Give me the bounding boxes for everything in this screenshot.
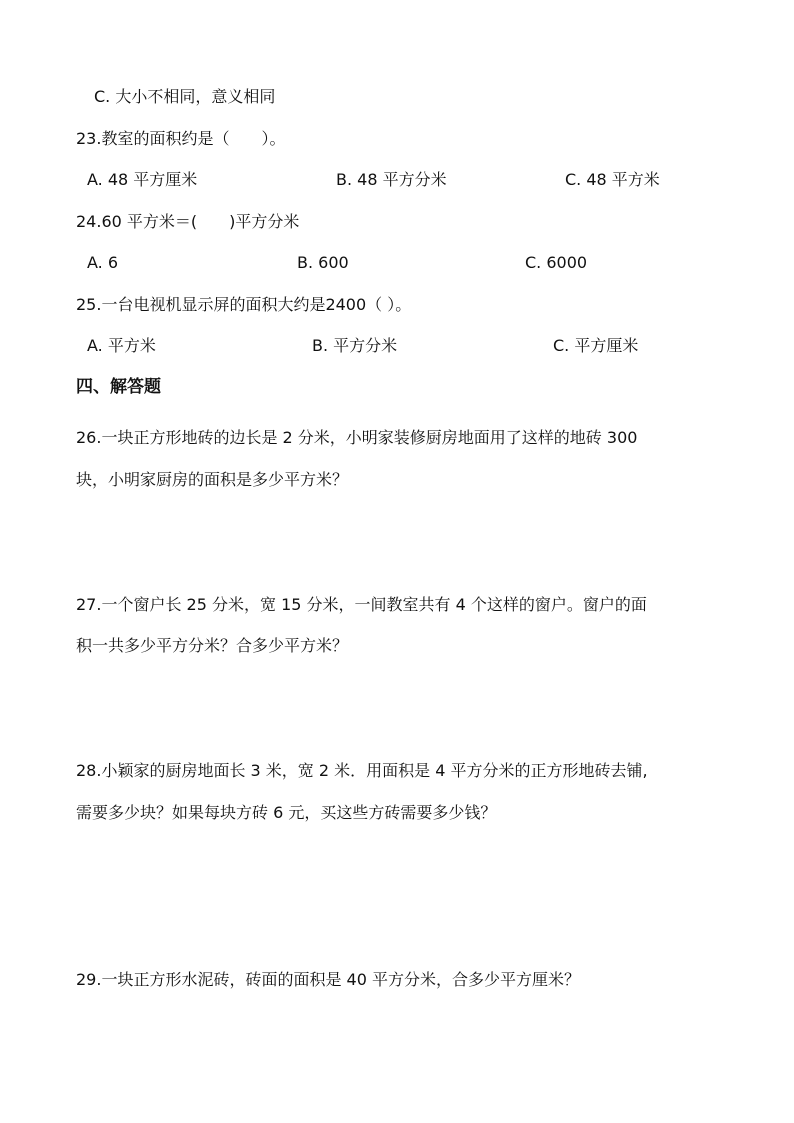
question-28-line-1: 28.小颖家的厨房地面长 3 米，宽 2 米．用面积是 4 平方分米的正方形地砖去铺,	[76, 761, 648, 780]
q25-option-c: C. 平方厘米	[553, 336, 639, 355]
q23-option-b: B. 48 平方分米	[336, 170, 447, 189]
question-26-line-1: 26.一块正方形地砖的边长是 2 分米，小明家装修厨房地面用了这样的地砖 300	[76, 428, 638, 447]
q23-option-a: A. 48 平方厘米	[87, 170, 198, 189]
section-heading: 四、解答题	[76, 377, 161, 397]
question-27-line-2: 积一共多少平方分米？合多少平方米？	[76, 636, 349, 655]
q24-option-a: A. 6	[87, 253, 119, 272]
question-25: 25.一台电视机显示屏的面积大约是2400（ ）。	[76, 295, 412, 314]
question-24: 24.60 平方米＝( )平方分米	[76, 212, 300, 231]
question-27-line-1: 27.一个窗户长 25 分米，宽 15 分米，一间教室共有 4 个这样的窗户。窗户的面	[76, 595, 647, 614]
q25-option-b: B. 平方分米	[312, 336, 398, 355]
q23-option-c: C. 48 平方米	[565, 170, 660, 189]
q25-option-a: A. 平方米	[87, 336, 156, 355]
question-29: 29.一块正方形水泥砖，砖面的面积是 40 平方分米，合多少平方厘米？	[76, 970, 580, 989]
q24-option-c: C. 6000	[525, 253, 588, 272]
question-28-line-2: 需要多少块？如果每块方砖 6 元，买这些方砖需要多少钱？	[76, 803, 497, 822]
question-26-line-2: 块，小明家厨房的面积是多少平方米？	[76, 470, 349, 489]
q22-option-c: C. 大小不相同，意义相同	[94, 87, 276, 106]
q24-option-b: B. 600	[297, 253, 349, 272]
question-23: 23.教室的面积约是（ ）。	[76, 129, 286, 148]
